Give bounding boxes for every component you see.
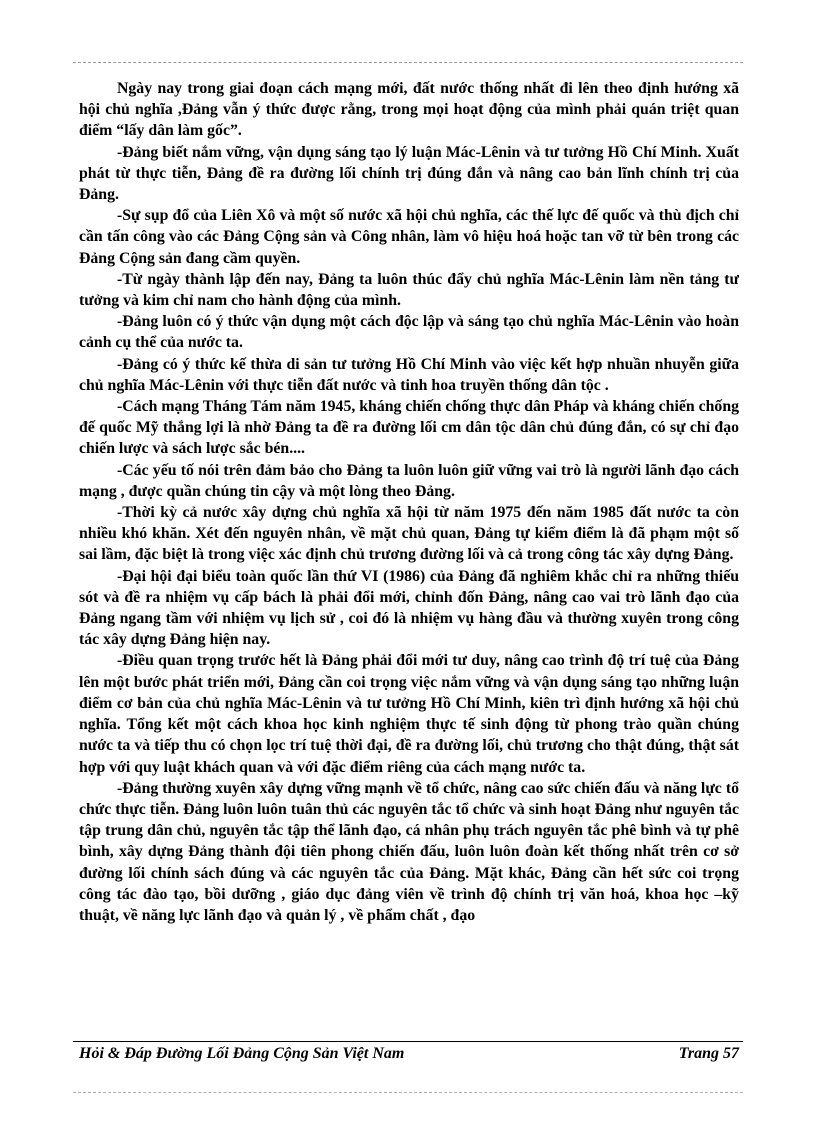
paragraph: -Các yếu tố nói trên đảm bảo cho Đảng ta luôn luôn giữ vững vai trò là người lãnh đạo cách mạng , được quần chúng tin cậy và một lòng theo Đảng. [79, 461, 739, 500]
page-number: Trang 57 [678, 1045, 739, 1062]
footer-divider [73, 1041, 743, 1042]
body-text [79, 78, 739, 926]
top-divider [73, 62, 743, 63]
paragraph: -Đảng thường xuyên xây dựng vững mạnh về tổ chức, nâng cao sức chiến đấu và năng lực tổ chức thực tiễn. Đảng luôn luôn tuân thủ các nguyên tắc tổ chức và sinh hoạt Đảng như nguyên tắc tập trung dân chủ, nguyên tắc tập thể lãnh đạo, cá nhân phụ trách nguyên tắc phê bình và tự phê bình, xây dựng Đảng thành đội tiên phong chiến đấu, luôn luôn đoàn kết thống nhất trên cơ sở đường lối chính sách đúng và các nguyên tắc của Đảng. Mặt khác, Đảng cần hết sức coi trọng công tác đào tạo, bồi dưỡng , giáo dục đảng viên về trình độ chính trị văn hoá, khoa học –kỹ thuật, về năng lực lãnh đạo và quản lý , về phẩm chất , đạo [79, 779, 739, 924]
paragraph: -Đại hội đại biểu toàn quốc lần thứ VI (1986) của Đảng đã nghiêm khắc chỉ ra những thiếu sót và đề ra nhiệm vụ cấp bách là phải đổi mới, chỉnh đốn Đảng, nâng cao vai trò lãnh đạo của Đảng ngang tầm với nhiệm vụ lịch sử , coi đó là nhiệm vụ hàng đầu và thường xuyên trong công tác xây dựng Đảng hiện nay. [79, 567, 739, 649]
paragraph: -Đảng luôn có ý thức vận dụng một cách độc lập và sáng tạo chủ nghĩa Mác-Lênin vào hoàn cảnh cụ thể của nước ta. [79, 313, 739, 352]
paragraph: -Từ ngày thành lập đến nay, Đảng ta luôn thúc đẩy chủ nghĩa Mác-Lênin làm nền tảng tư tưởng và kim chỉ nam cho hành động của mình. [79, 270, 739, 310]
paragraph: -Sự sụp đổ của Liên Xô và một số nước xã hội chủ nghĩa, các thế lực đế quốc và thù địch chỉ cần tấn công vào các Đảng Cộng sản và Công nhân, làm vô hiệu hoá hoặc tan vỡ từ bên trong các Đảng Cộng sản đang cầm quyền. [79, 207, 739, 267]
page-footer [79, 1045, 739, 1069]
paragraph: -Đảng biết nắm vững, vận dụng sáng tạo lý luận Mác-Lênin và tư tưởng Hồ Chí Minh. Xuất phát từ thực tiễn, Đảng đề ra đường lối chính trị đúng đắn và nâng cao bản lĩnh chính trị của Đảng. [79, 143, 739, 204]
paragraph: -Đảng có ý thức kế thừa di sản tư tưởng Hồ Chí Minh vào việc kết hợp nhuần nhuyễn giữa chủ nghĩa Mác-Lênin với thực tiễn đất nước và tinh hoa truyền thống dân tộc . [79, 355, 739, 394]
paragraph: -Thời kỳ cả nước xây dựng chủ nghĩa xã hội từ năm 1975 đến năm 1985 đất nước ta còn nhiều khó khăn. Xét đến nguyên nhân, về mặt chủ quan, Đảng tự kiểm điểm là đã phạm một số sai lầm, đặc biệt là trong việc xác định chủ trương đường lối và cả trong công tác xây dựng Đảng. [79, 504, 739, 564]
bottom-divider [73, 1092, 743, 1093]
footer-title: Hỏi & Đáp Đường Lối Đảng Cộng Sản Việt Nam [79, 1045, 405, 1062]
paragraph: Ngày nay trong giai đoạn cách mạng mới, đất nước thống nhất đi lên theo định hướng xã hội chủ nghĩa ,Đảng vẫn ý thức được rằng, trong mọi hoạt động của mình phải quán triệt quan điểm “lấy dân làm gốc”. [79, 80, 739, 140]
paragraph: -Cách mạng Tháng Tám năm 1945, kháng chiến chống thực dân Pháp và kháng chiến chống đế quốc Mỹ thắng lợi là nhờ Đảng ta đề ra đường lối cm dân tộc dân chủ đúng đắn, có sự chỉ đạo chiến lược và sách lược sắc bén.... [79, 398, 739, 458]
paragraph: -Điều quan trọng trước hết là Đảng phải đổi mới tư duy, nâng cao trình độ trí tuệ của Đảng lên một bước phát triển mới, Đảng cần coi trọng việc nắm vững và vận dụng sáng tạo những luận điểm cơ bản của chủ nghĩa Mác-Lênin và tư tưởng Hồ Chí Minh, kiên trì định hướng xã hội chủ nghĩa. Tổng kết một cách khoa học kinh nghiệm thực tế sinh động từ phong trào quần chúng nước ta và tiếp thu có chọn lọc trí tuệ thời đại, đề ra đường lối, chủ trương cho thật đúng, thật sát hợp với quy luật khách quan và với đặc điểm riêng của cách mạng nước ta. [79, 652, 739, 776]
